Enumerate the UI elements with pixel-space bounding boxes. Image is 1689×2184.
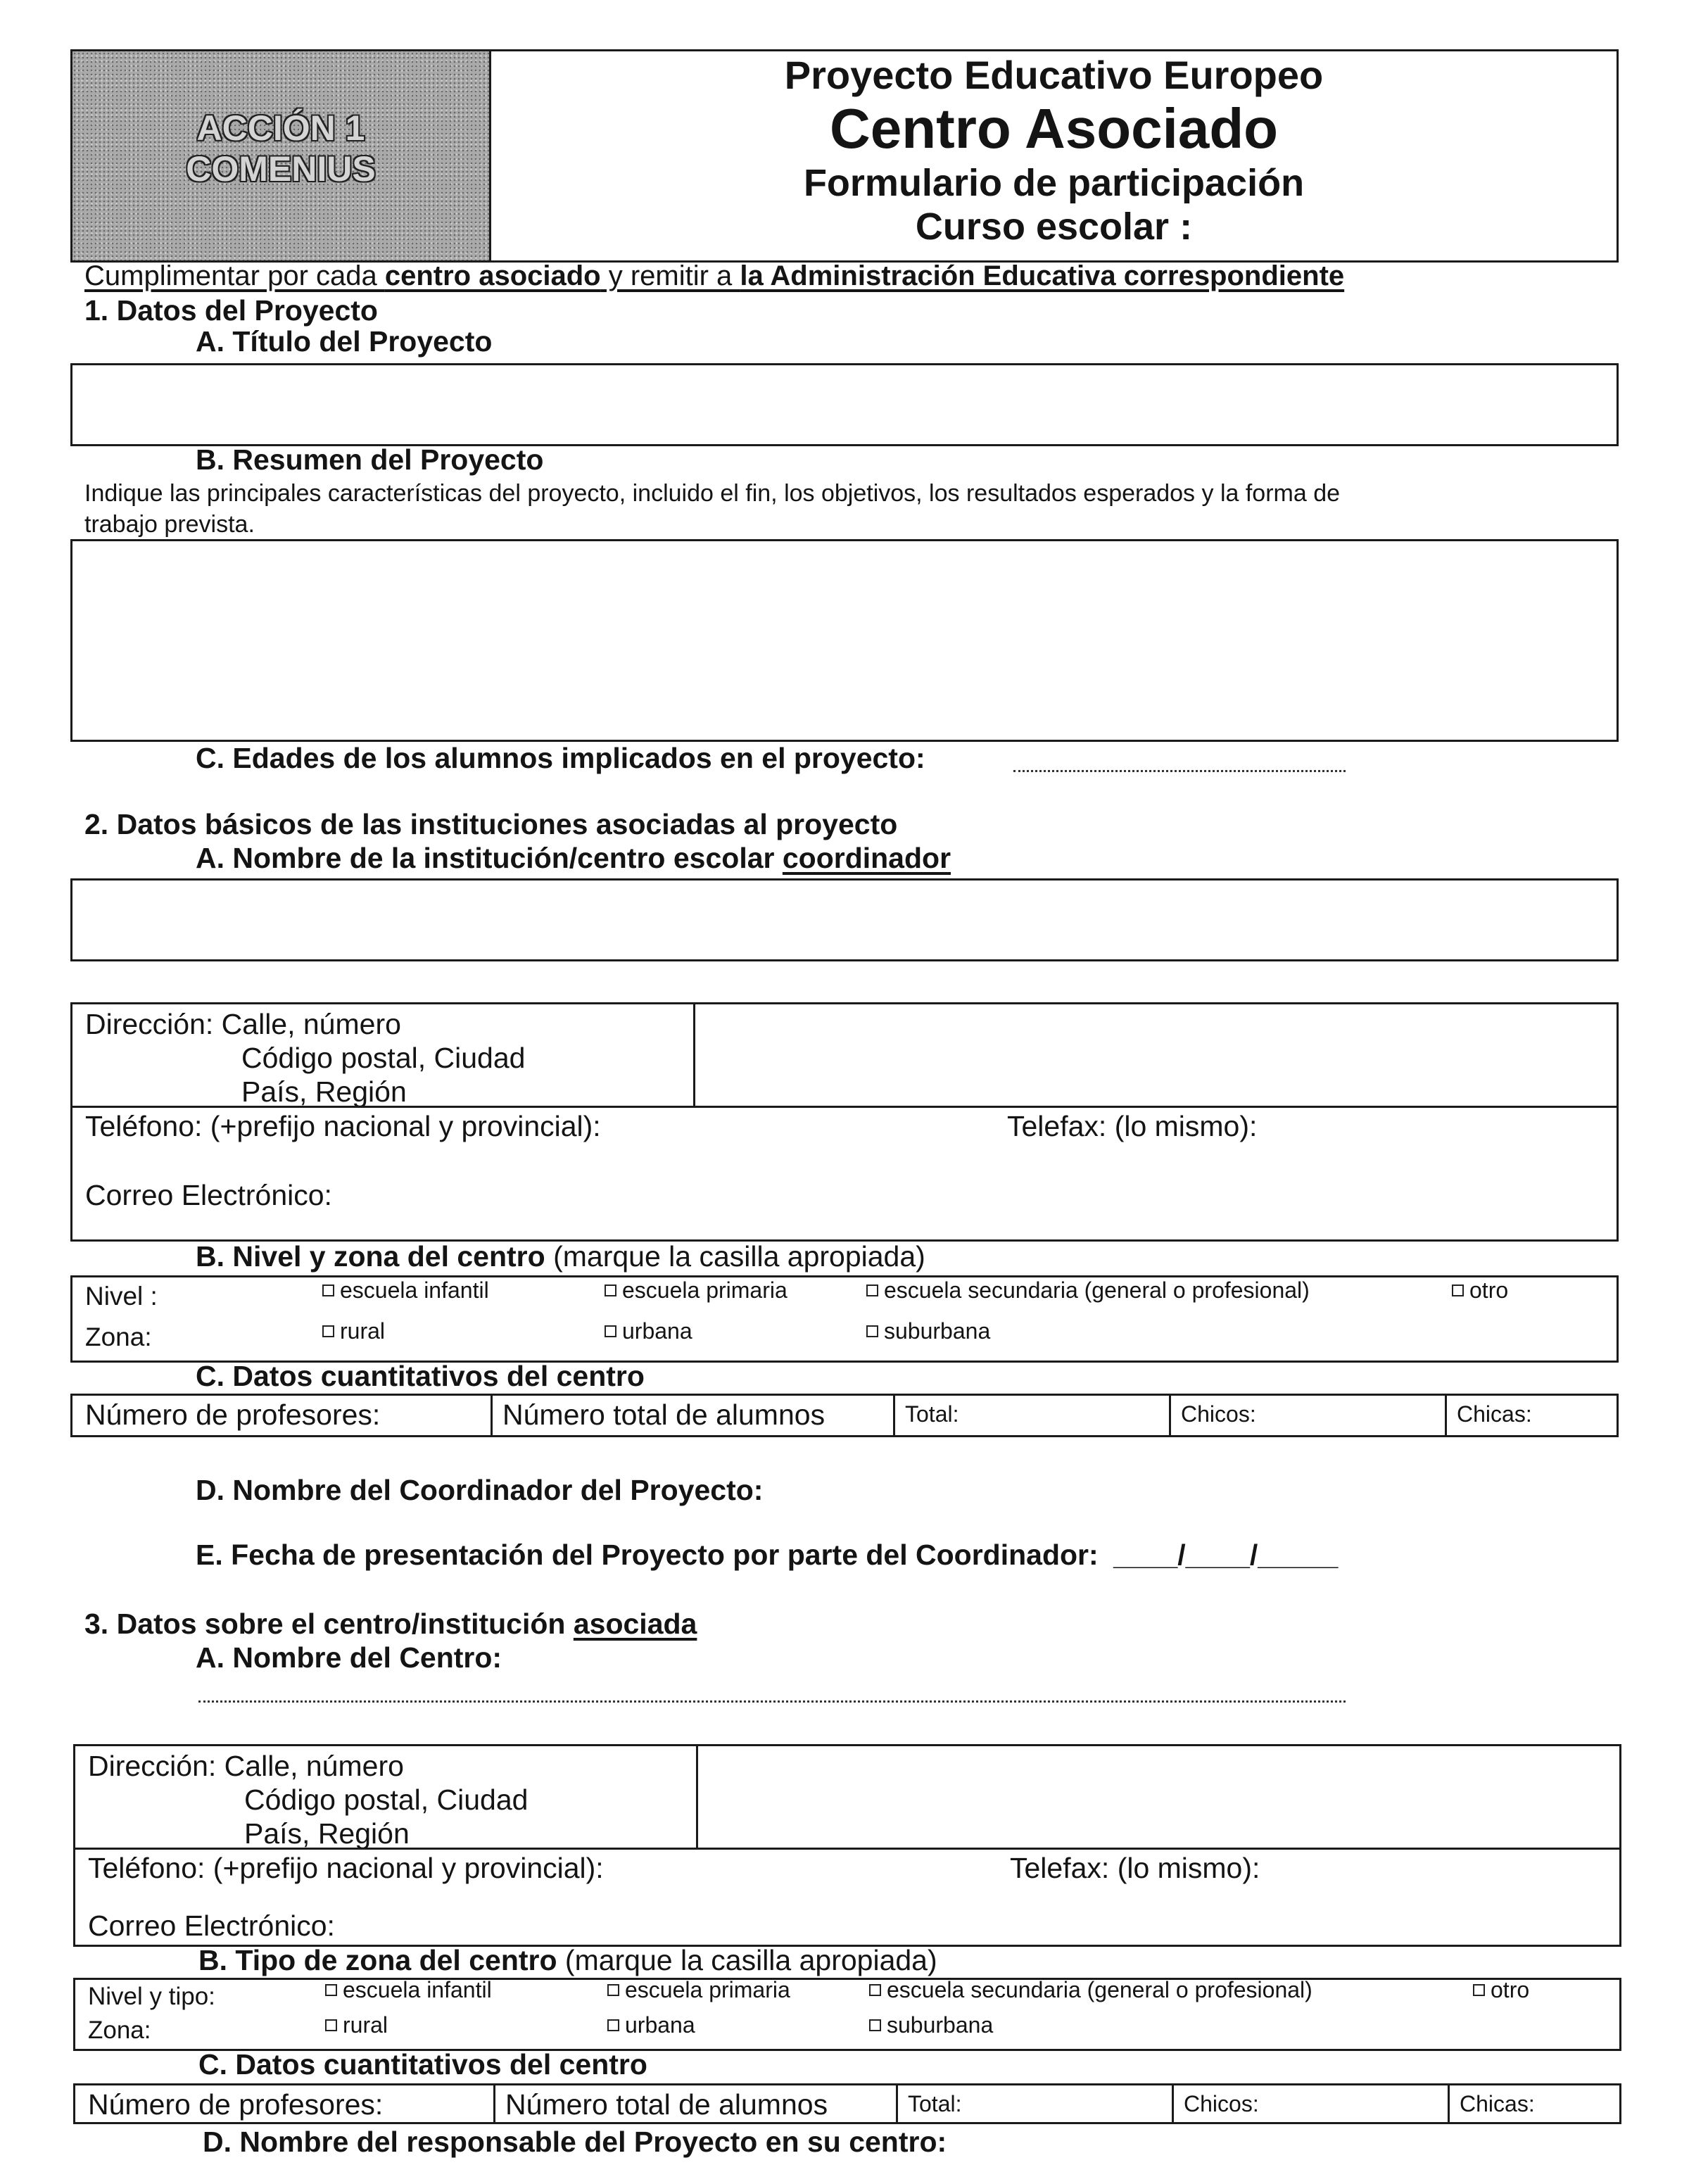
email-label: Correo Electrónico: <box>85 1179 332 1211</box>
section3-heading: 3. Datos sobre el centro/institución asociada <box>84 1608 697 1640</box>
checkbox-icon <box>866 1284 878 1296</box>
address-line-postal: Código postal, Ciudad <box>244 1784 529 1816</box>
address-divider-h <box>72 1106 1617 1108</box>
associate-center-name-field[interactable] <box>198 1700 1346 1703</box>
section3-b-label: B. Tipo de zona del centro (marque la casilla apropiada) <box>198 1944 937 1976</box>
stamp-line-2: COMENIUS <box>186 149 376 189</box>
coordinator-address-field[interactable] <box>695 1004 1617 1106</box>
section1-b-description-1: Indique las principales características del proyecto, incluido el fin, los objetivos, los resultados esperados y la forma de <box>84 480 1341 507</box>
zone-label: Zona: <box>88 2016 151 2044</box>
header-titles <box>491 51 1617 248</box>
level-option-otro[interactable]: otro <box>1473 1977 1529 2003</box>
zone-option-suburbana[interactable]: suburbana <box>866 1318 990 1344</box>
email-label: Correo Electrónico: <box>88 1910 335 1942</box>
fax-label: Telefax: (lo mismo): <box>1010 1852 1260 1884</box>
address-labels <box>88 1749 528 1850</box>
zone-option-rural[interactable]: rural <box>322 1318 385 1344</box>
address-divider-h <box>75 1848 1619 1850</box>
associate-address-box <box>73 1744 1621 1947</box>
fax-label: Telefax: (lo mismo): <box>1007 1110 1258 1142</box>
teachers-label: Número de profesores: <box>88 2088 384 2121</box>
level-option-secundaria[interactable]: escuela secundaria (general o profesional) <box>866 1277 1310 1304</box>
zone-option-suburbana[interactable]: suburbana <box>869 2012 993 2038</box>
zone-option-urbana[interactable]: urbana <box>605 1318 692 1344</box>
phone-label: Teléfono: (+prefijo nacional y provincial): <box>88 1852 604 1884</box>
section3-c-label: C. Datos cuantitativos del centro <box>198 2048 647 2081</box>
title-formulario: Formulario de participación <box>803 162 1305 204</box>
comenius-stamp <box>72 51 491 260</box>
level-option-primaria[interactable]: escuela primaria <box>605 1277 787 1304</box>
quant-data-row <box>70 1394 1619 1437</box>
section1-a-label: A. Título del Proyecto <box>196 325 493 358</box>
checkbox-icon <box>607 2019 619 2031</box>
section1-c-label: C. Edades de los alumnos implicados en el proyecto: <box>196 742 925 774</box>
level-type-label: Nivel y tipo: <box>88 1983 215 2010</box>
stamp-line-1: ACCIÓN 1 <box>196 108 365 148</box>
instruction-line: Cumplimentar por cada centro asociado y remitir a la Administración Educativa correspondiente <box>84 260 1345 291</box>
checkbox-icon <box>322 1284 334 1296</box>
girls-cell[interactable]: Chicas: <box>1445 1396 1617 1435</box>
total-cell[interactable]: Total: <box>893 1396 1169 1435</box>
level-option-infantil[interactable]: escuela infantil <box>322 1277 489 1304</box>
section1-b-description-2: trabajo prevista. <box>84 511 255 538</box>
section3-a-label: A. Nombre del Centro: <box>196 1641 502 1674</box>
section1-b-label: B. Resumen del Proyecto <box>196 443 544 476</box>
header-box <box>70 49 1619 263</box>
project-summary-field[interactable] <box>70 539 1619 742</box>
type-zone-box <box>73 1978 1621 2051</box>
section2-c-label: C. Datos cuantitativos del centro <box>196 1360 645 1392</box>
coordinator-name-field[interactable] <box>70 878 1619 961</box>
stamp-text <box>72 108 489 189</box>
checkbox-icon <box>1452 1284 1464 1296</box>
level-option-otro[interactable]: otro <box>1452 1277 1508 1304</box>
section2-heading: 2. Datos básicos de las instituciones asociadas al proyecto <box>84 808 898 840</box>
checkbox-icon <box>325 1984 337 1996</box>
address-line-street: Dirección: Calle, número <box>85 1008 401 1040</box>
checkbox-icon <box>325 2019 337 2031</box>
student-ages-field[interactable] <box>1013 770 1346 772</box>
girls-cell[interactable]: Chicas: <box>1448 2085 1619 2122</box>
checkbox-icon <box>605 1284 616 1296</box>
section3-d-label: D. Nombre del responsable del Proyecto en su centro: <box>203 2126 947 2158</box>
presentation-date-field[interactable]: ____/____/_____ <box>1113 1539 1339 1571</box>
checkbox-icon <box>605 1325 616 1337</box>
address-line-street: Dirección: Calle, número <box>88 1750 404 1782</box>
level-label: Nivel : <box>85 1282 158 1311</box>
checkbox-icon <box>607 1984 619 1996</box>
level-option-infantil[interactable]: escuela infantil <box>325 1977 492 2003</box>
zone-option-urbana[interactable]: urbana <box>607 2012 695 2038</box>
students-label-cell: Número total de alumnos <box>493 2085 896 2122</box>
phone-label: Teléfono: (+prefijo nacional y provincial): <box>85 1110 601 1142</box>
address-line-postal: Código postal, Ciudad <box>241 1042 526 1074</box>
checkbox-icon <box>866 1325 878 1337</box>
zone-option-rural[interactable]: rural <box>325 2012 388 2038</box>
checkbox-icon <box>1473 1984 1485 1996</box>
address-labels <box>85 1007 525 1109</box>
students-label-cell: Número total de alumnos <box>491 1396 893 1435</box>
title-centro-asociado: Centro Asociado <box>829 97 1279 160</box>
section2-d-label: D. Nombre del Coordinador del Proyecto: <box>196 1474 764 1506</box>
level-option-secundaria[interactable]: escuela secundaria (general o profesional) <box>869 1977 1312 2003</box>
section2-e-label: E. Fecha de presentación del Proyecto por parte del Coordinador: ____/____/_____ <box>196 1539 1339 1571</box>
title-proyecto: Proyecto Educativo Europeo <box>784 53 1324 97</box>
teachers-label: Número de profesores: <box>85 1399 381 1431</box>
coordinator-address-box <box>70 1002 1619 1242</box>
boys-cell[interactable]: Chicos: <box>1169 1396 1445 1435</box>
level-option-primaria[interactable]: escuela primaria <box>607 1977 790 2003</box>
checkbox-icon <box>322 1325 334 1337</box>
total-cell[interactable]: Total: <box>896 2085 1172 2122</box>
section2-a-label: A. Nombre de la institución/centro escolar coordinador <box>196 842 951 874</box>
address-line-country: País, Región <box>244 1817 410 1850</box>
checkbox-icon <box>869 2019 881 2031</box>
address-line-country: País, Región <box>241 1075 407 1108</box>
checkbox-icon <box>869 1984 881 1996</box>
section2-b-label: B. Nivel y zona del centro (marque la casilla apropiada) <box>196 1240 925 1273</box>
section1-heading: 1. Datos del Proyecto <box>84 294 378 327</box>
zone-label: Zona: <box>85 1323 152 1351</box>
title-curso-escolar: Curso escolar : <box>915 206 1193 248</box>
quant-data-row <box>73 2083 1621 2124</box>
level-zone-box <box>70 1275 1619 1363</box>
project-title-field[interactable] <box>70 363 1619 446</box>
boys-cell[interactable]: Chicos: <box>1172 2085 1448 2122</box>
associate-address-field[interactable] <box>698 1746 1619 1848</box>
